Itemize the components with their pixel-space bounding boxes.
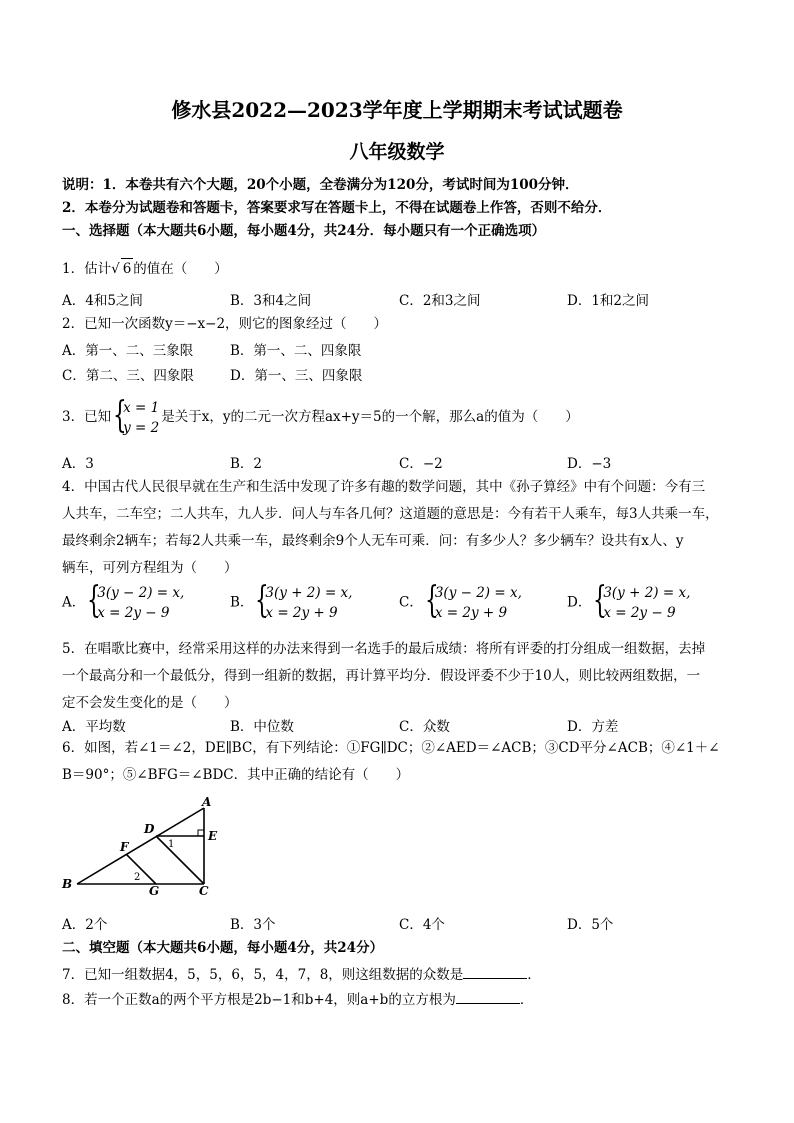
angle-1-label: 1 — [168, 839, 175, 850]
q6-option-a[interactable]: A．2个 — [62, 917, 108, 933]
question-1: 1．估计√ 6 的值在（ ） — [62, 258, 742, 279]
q4-option-a[interactable]: A． { 3(y − 2) = x, x = 2y − 9 — [62, 580, 185, 621]
label-g: G — [149, 884, 160, 896]
q2-option-c[interactable]: C．第二、三、四象限 — [62, 368, 194, 384]
q5-option-c[interactable]: C．众数 — [399, 719, 450, 735]
angle-2-label: 2 — [134, 872, 141, 883]
q3-equation-system: { x = 1 y = 2 — [113, 394, 160, 436]
q2-option-b[interactable]: B．第一、二、四象限 — [230, 343, 362, 359]
question-5: 5．在唱歌比赛中，经常采用这样的办法来得到一名选手的最后成绩：将所有评委的打分组成一组数据，去掉 一个最高分和一个最低分，得到一组新的数据，再计算平均分．假设评委不少于10人，则比较两组数据，一 定不会发生变化的是（ ） — [62, 641, 706, 711]
question-1-options — [62, 289, 742, 311]
q7-answer-blank[interactable] — [463, 964, 527, 979]
q1-option-a[interactable]: A．4和5之间 — [62, 293, 143, 309]
triangle-figure — [58, 796, 228, 896]
radicand: 6 — [121, 258, 134, 279]
question-4-options — [62, 580, 742, 627]
q4-option-d[interactable]: D． { 3(y + 2) = x, x = 2y − 9 — [567, 580, 691, 621]
q3-option-d[interactable]: D．−3 — [567, 456, 612, 472]
right-angle-mark — [198, 830, 204, 836]
q3-option-a[interactable]: A．3 — [62, 456, 94, 472]
section-2-heading: 二、填空题（本大题共6小题，每小题4分，共24分） — [62, 940, 384, 956]
exam-title: 修水县2022—2023学年度上学期期末考试试题卷 — [171, 98, 623, 122]
segment-dc — [156, 836, 204, 884]
q3-option-b[interactable]: B．2 — [230, 456, 263, 472]
q6-option-c[interactable]: C．4个 — [399, 917, 445, 933]
question-5-options — [62, 715, 742, 737]
q8-answer-blank[interactable] — [456, 989, 520, 1004]
q6-option-d[interactable]: D．5个 — [567, 917, 614, 933]
question-6: 6．如图，若∠1＝∠2，DE∥BC，有下列结论：①FG∥DC；②∠AED＝∠ACB；③CD平分∠ACB；④∠1＋∠ B＝90°；⑤∠BFG＝∠BDC．其中正确的结论有（ ） — [62, 740, 720, 783]
question-2-options-row2 — [62, 364, 742, 386]
q1-option-d[interactable]: D．1和2之间 — [567, 293, 650, 309]
label-b: B — [62, 877, 73, 891]
label-a: A — [202, 796, 212, 809]
brace-symbol: { — [113, 394, 127, 436]
note-2: 2．本卷分为试题卷和答题卡，答案要求写在答题卡上，不得在试题卷上作答，否则不给分． — [62, 200, 612, 216]
segment-fg — [126, 854, 156, 884]
q3-option-c[interactable]: C．−2 — [399, 456, 443, 472]
question-6-options — [62, 913, 742, 935]
question-7: 7．已知一组数据4，5，5，6，5，4，7，8，则这组数据的众数是 ． — [62, 964, 742, 985]
q5-option-a[interactable]: A．平均数 — [62, 719, 126, 735]
q1-option-b[interactable]: B．3和4之间 — [230, 293, 312, 309]
segment-ba — [77, 808, 204, 884]
note-1: 说明：1．本卷共有六个大题，20个小题，全卷满分为120分，考试时间为100分钟． — [62, 177, 579, 193]
label-e: E — [208, 829, 218, 843]
question-3: 3．已知 { x = 1 y = 2 是关于x，y的二元一次方程ax+y＝5的一个解，那么a的值为（ ） — [62, 394, 579, 436]
question-2: 2．已知一次函数y＝−x−2，则它的图象经过（ ） — [62, 316, 388, 332]
question-8: 8．若一个正数a的两个平方根是2b−1和b+4，则a+b的立方根为 ． — [62, 989, 742, 1010]
q2-option-d[interactable]: D．第一、三、四象限 — [230, 368, 363, 384]
label-f: F — [120, 840, 129, 854]
question-3-options — [62, 452, 742, 474]
q4-option-b[interactable]: B． { 3(y + 2) = x, x = 2y + 9 — [230, 580, 353, 621]
exam-subtitle: 八年级数学 — [349, 141, 445, 163]
q6-option-b[interactable]: B．3个 — [230, 917, 276, 933]
q2-option-a[interactable]: A．第一、二、三象限 — [62, 343, 194, 359]
q1-option-c[interactable]: C．2和3之间 — [399, 293, 481, 309]
label-d: D — [144, 822, 155, 836]
question-2-options-row1 — [62, 339, 742, 361]
q5-option-b[interactable]: B．中位数 — [230, 719, 294, 735]
q5-option-d[interactable]: D．方差 — [567, 719, 619, 735]
q4-option-c[interactable]: C． { 3(y − 2) = x, x = 2y + 9 — [399, 580, 522, 621]
sqrt-symbol: √ — [111, 261, 120, 277]
section-1-heading: 一、选择题（本大题共6小题，每小题4分，共24分．每小题只有一个正确选项） — [62, 223, 546, 239]
label-c: C — [199, 884, 209, 896]
question-4: 4．中国古代人民很早就在生产和生活中发现了许多有趣的数学问题，其中《孙子算经》中有个问题：今有三 人共车，二车空；二人共车，九人步．问人与车各几何？这道题的意思是：今有若干人乘车，每3人共乘一车， 最终剩余2辆车；若每2人共乘一车，最终剩余9个人无车可乘．问：有多少人？多少辆车？设共有x人、y 辆车，可列方程组为（ ） — [62, 479, 719, 576]
